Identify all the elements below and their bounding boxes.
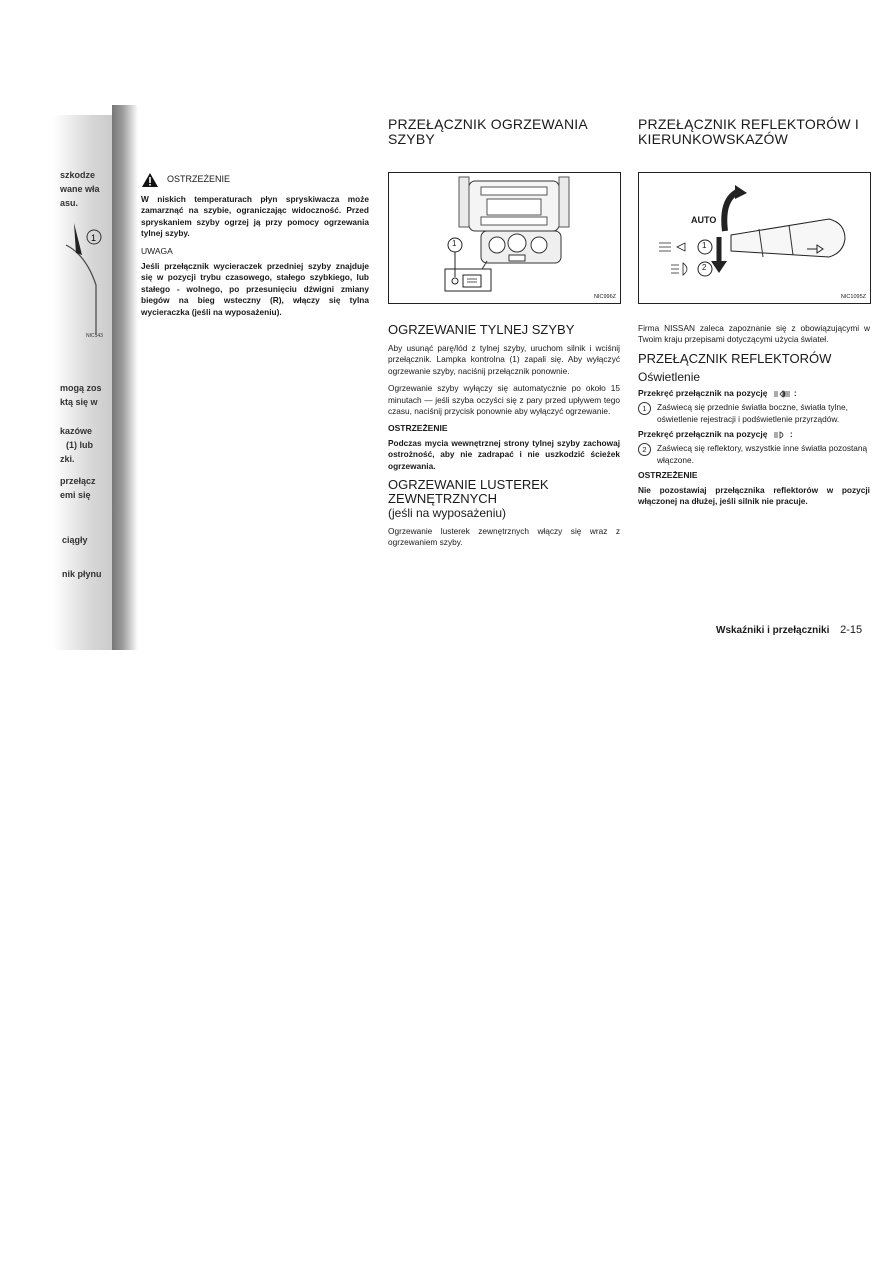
position-2-item (638, 443, 870, 466)
warning-text: Podczas mycia wewnętrznej strony tylnej szyby zachowaj ostrożność, aby nie zadrapać i nie uszkodzić ścieżek ogrzewania. (388, 437, 620, 471)
fragment-text: szkodze (60, 170, 96, 180)
fragment-text: (1) lub (66, 440, 93, 450)
fragment-text: mogą zos (60, 383, 102, 393)
warning-triangle-icon (141, 172, 159, 188)
book-spine (112, 105, 138, 650)
fragment-text: ktą się w (60, 397, 98, 407)
page-title-headlights: PRZEŁĄCZNIK REFLEKTORÓW I KIERUNKOWSKAZÓW (638, 116, 859, 147)
figure-callout: 1 (452, 239, 457, 248)
figure-code: NIC1095Z (840, 294, 866, 300)
position-2-label: Przekręć przełącznik na pozycję : (638, 429, 793, 440)
fragment-text: wane wła (60, 184, 100, 194)
position-text: Zaświecą się przednie światła boczne, światła tylne, oświetlenie rejestracji i podświetlenie przyrządów. (657, 402, 848, 424)
note-title: UWAGA (141, 245, 173, 256)
position-number: 1 (638, 402, 651, 415)
position-text: Zaświecą się reflektory, wszystkie inne światła pozostaną włączone. (657, 443, 868, 465)
warning-text: Nie pozostawiaj przełącznika reflektorów w pozycji włączonej na dłużej, jeśli silnik nie pracuje. (638, 484, 870, 507)
fragment-text: ciągły (62, 535, 88, 545)
figure-callout-1: 1 (702, 241, 707, 250)
intro-text: Firma NISSAN zaleca zapoznanie się z obowiązującymi w Twoim kraju przepisami dotyczącymi użycia świateł. (638, 323, 870, 345)
fragment-text: nik płynu (62, 569, 102, 579)
warning-header (141, 172, 369, 188)
section-title-text: OGRZEWANIE LUSTEREK ZEWNĘTRZNYCH (388, 477, 549, 507)
svg-text:1: 1 (91, 233, 97, 243)
position-1-label: Przekręć przełącznik na pozycję : (638, 387, 797, 398)
position-label-text: Przekręć przełącznik na pozycję (638, 429, 768, 440)
warning-title: OSTRZEŻENIE (388, 423, 448, 434)
fragment-text: przełącz (60, 476, 96, 486)
headlights-icon (773, 431, 787, 439)
subsection-title-lighting: Oświetlenie (638, 369, 701, 384)
footer-section: Wskaźniki i przełączniki (716, 625, 830, 636)
fragment-text: NIC143 (86, 333, 103, 339)
wiper-fragment-icon (56, 215, 114, 345)
section-title-mirror-heating (388, 478, 620, 520)
middle-column-body (388, 323, 620, 555)
section-text: Ogrzewanie lusterek zewnętrznych włączy się wraz z ogrzewaniem szyby. (388, 526, 620, 548)
fragment-text: kazówe (60, 426, 93, 436)
page-number: 2-15 (840, 624, 863, 636)
right-column-title (638, 117, 870, 147)
figure-callout-2: 2 (702, 263, 707, 272)
fragment-text: zki. (60, 454, 75, 464)
section-title-suffix: (jeśli na wyposażeniu) (388, 506, 507, 521)
left-column (141, 172, 369, 324)
position-1-item (638, 402, 870, 425)
warning-title: OSTRZEŻENIE (167, 174, 231, 185)
middle-column (388, 117, 620, 147)
figure-defroster (388, 172, 621, 304)
figure-code: NIC996Z (593, 294, 616, 300)
figure-auto-label: AUTO (691, 215, 717, 225)
dashboard-console-icon (389, 173, 620, 303)
fragment-text: asu. (60, 198, 79, 208)
section-title-headlight-switch: PRZEŁĄCZNIK REFLEKTORÓW (638, 350, 832, 366)
figure-headlight-switch (638, 172, 871, 304)
section-text: Aby usunąć parę/lód z tylnej szyby, uruchom silnik i wciśnij przełącznik. Lampka kontrolna (1) zapali się. Aby wyłączyć ogrzewanie szyby, naciśnij przełącznik ponownie. (388, 343, 620, 376)
fragment-text: emi się (60, 490, 91, 500)
position-number: 2 (638, 443, 651, 456)
side-lights-icon (773, 390, 791, 398)
headlight-stalk-icon (639, 173, 870, 303)
warning-text: W niskich temperaturach płyn spryskiwacza może zamarznąć na szybie, ograniczając widoczność. Przed spryskaniem szyby ogrzej ją przy pomocy ogrzewania tylnej szyby. (141, 194, 369, 239)
section-title-rear-defroster: OGRZEWANIE TYLNEJ SZYBY (388, 322, 575, 337)
warning-title: OSTRZEŻENIE (638, 470, 698, 481)
note-text: Jeśli przełącznik wycieraczek przedniej szyby znajduje się w pozycji trybu czasowego, stałego szybkiego, lub stałego - wolnego, po przesunięciu dźwigni zmiany biegów na bieg wsteczny (R), włączy się tylna wycieraczka (jeśli na wyposażeniu). (141, 261, 369, 317)
right-column-body (638, 323, 870, 513)
page-title-defroster: PRZEŁĄCZNIK OGRZEWANIA SZYBY (388, 116, 588, 147)
section-text: Ogrzewanie szyby wyłączy się automatycznie po około 15 minutach — jeśli szyba oczyści się z pary przed upływem tego czasu, naciśnij przycisk ponownie aby wyłączyć ogrzewanie. (388, 383, 620, 417)
left-figure-fragment (56, 215, 114, 345)
page-footer (716, 624, 862, 636)
position-label-text: Przekręć przełącznik na pozycję (638, 387, 768, 398)
